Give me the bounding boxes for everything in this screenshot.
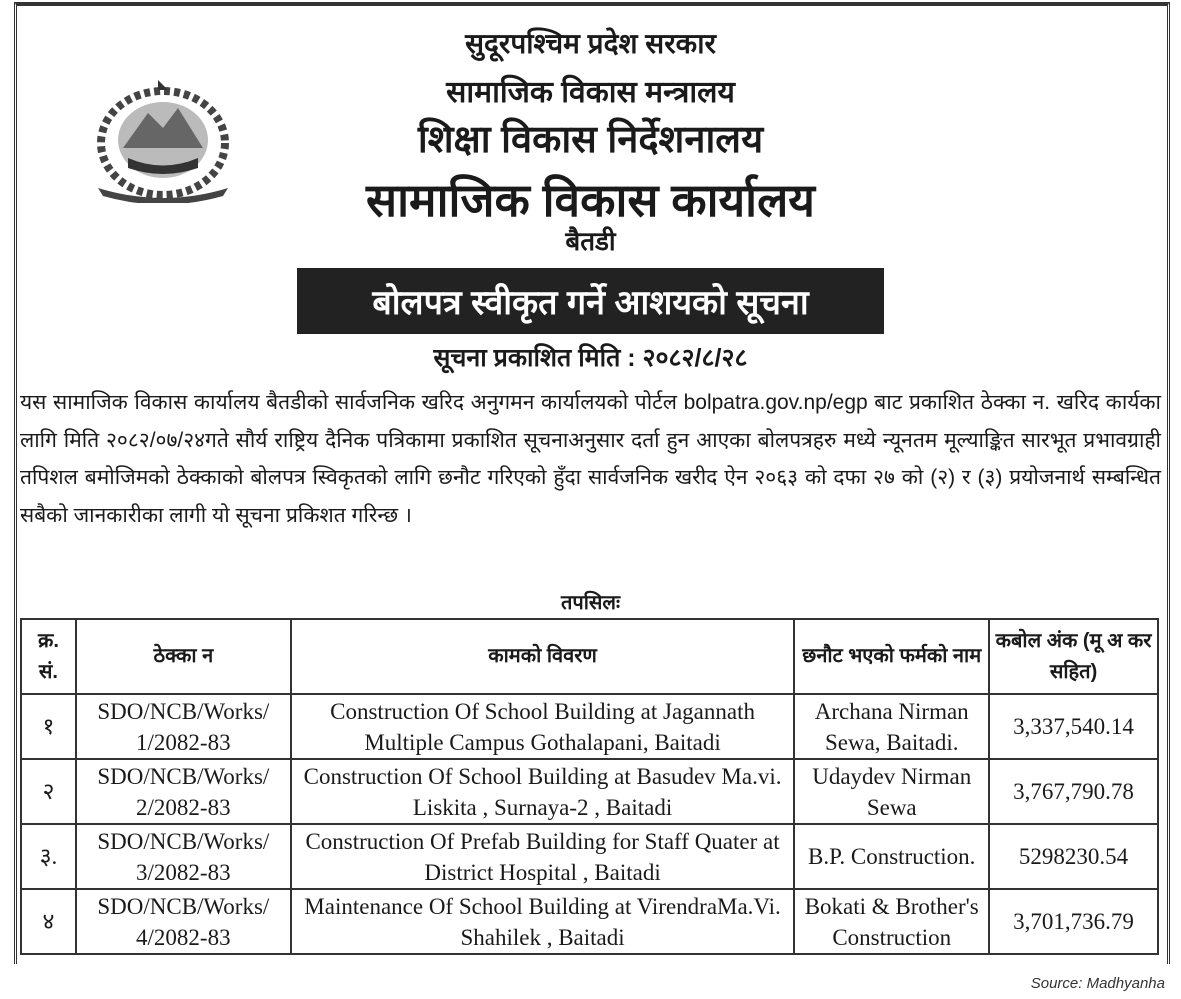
cell-sn: १ <box>21 694 76 759</box>
government-name: सुदूरपश्चिम प्रदेश सरकार <box>465 28 716 59</box>
cell-firm: Bokati & Brother's Construction <box>794 889 989 954</box>
office-name: सामाजिक विकास कार्यालय <box>366 174 815 226</box>
cell-description: Construction Of Prefab Building for Staff Quater at District Hospital , Baitadi <box>291 824 795 889</box>
table-row <box>21 889 1158 954</box>
cell-firm: Archana Nirman Sewa, Baitadi. <box>794 694 989 759</box>
table-row <box>21 759 1158 824</box>
cell-contract-no: SDO/NCB/Works/ 2/2082-83 <box>76 759 291 824</box>
header-amount: कबोल अंक (मू अ कर सहित) <box>989 619 1158 694</box>
table-row <box>21 694 1158 759</box>
header-sn: क्र. सं. <box>21 619 76 694</box>
cell-contract-no: SDO/NCB/Works/ 4/2082-83 <box>76 889 291 954</box>
publish-date: सूचना प्रकाशित मिति : २०८२/८/२८ <box>433 344 748 372</box>
cell-amount: 5298230.54 <box>989 824 1158 889</box>
cell-amount: 3,767,790.78 <box>989 759 1158 824</box>
cell-contract-no: SDO/NCB/Works/ 1/2082-83 <box>76 694 291 759</box>
cell-contract-no: SDO/NCB/Works/ 3/2082-83 <box>76 824 291 889</box>
district-name: बैतडी <box>565 226 616 256</box>
header-contract-no: ठेक्का न <box>76 619 291 694</box>
header-firm: छनौट भएको फर्मको नाम <box>794 619 989 694</box>
notice-body: यस सामाजिक विकास कार्यालय बैतडीको सार्वजनिक खरिद अनुगमन कार्यालयको पोर्टल bolpatra.gov.np/egp बाट प्रकाशित ठेक्का न. खरिद कार्यका लागि मिति २०८२/०७/२४गते सौर्य राष्ट्रिय दैनिक पत्रिकामा प्रकाशित सूचनाअनुसार दर्ता हुन आएका बोलपत्रहरु मध्ये न्यूनतम मूल्याङ्कित सारभूत प्रभावग्राही तपिशल बमोजिमको ठेक्काको बोलपत्र स्विकृतको लागि छनौट गरिएको हुँदा सार्वजनिक खरीद ऐन २०६३ को दफा २७ को (२) र (३) प्रयोजनार्थ सम्बन्धित सबैको जानकारीका लागी यो सूचना प्रकिशत गरिन्छ । <box>20 391 1161 527</box>
cell-firm: B.P. Construction. <box>794 824 989 889</box>
table-header-row <box>21 619 1158 694</box>
source-credit: Source: Madhyanha <box>1030 975 1165 992</box>
cell-sn: ३. <box>21 824 76 889</box>
contracts-table <box>20 618 1159 955</box>
directorate-name: शिक्षा विकास निर्देशनालय <box>417 119 764 161</box>
ministry-name: सामाजिक विकास मन्त्रालय <box>446 76 735 109</box>
cell-description: Construction Of School Building at Jagannath Multiple Campus Gothalapani, Baitadi <box>291 694 795 759</box>
cell-description: Maintenance Of School Building at VirendraMa.Vi. Shahilek , Baitadi <box>291 889 795 954</box>
cell-sn: २ <box>21 759 76 824</box>
cell-description: Construction Of School Building at Basudev Ma.vi. Liskita , Surnaya-2 , Baitadi <box>291 759 795 824</box>
cell-amount: 3,337,540.14 <box>989 694 1158 759</box>
cell-firm: Udaydev Nirman Sewa <box>794 759 989 824</box>
cell-amount: 3,701,736.79 <box>989 889 1158 954</box>
table-row <box>21 824 1158 889</box>
header-description: कामको विवरण <box>291 619 795 694</box>
cell-sn: ४ <box>21 889 76 954</box>
table-caption: तपसिलः <box>560 592 621 614</box>
notice-title: बोलपत्र स्वीकृत गर्ने आशयको सूचना <box>297 268 884 334</box>
